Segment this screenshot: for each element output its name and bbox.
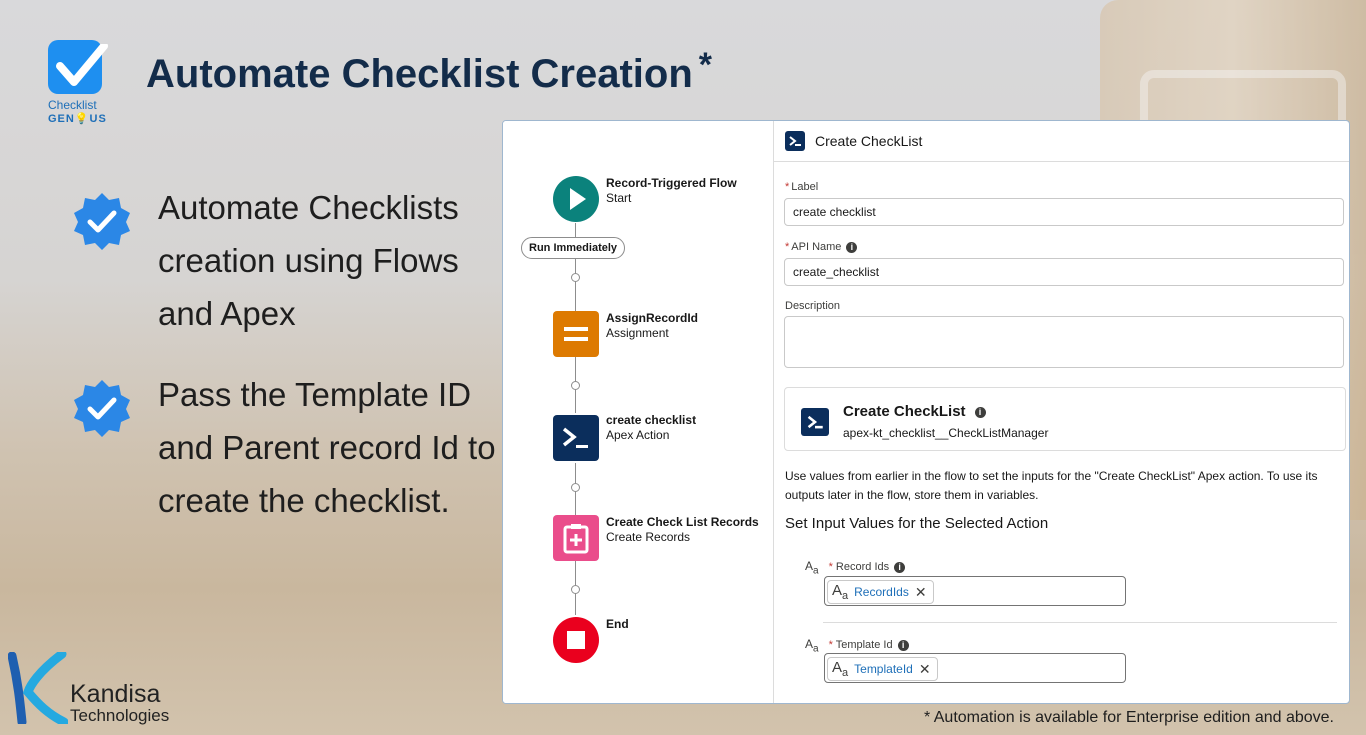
help-text: Use values from earlier in the flow to set the inputs for the "Create CheckList" Apex action. To use its outputs later in the flow, store them in variables. — [785, 469, 1318, 502]
kandisa-logo — [8, 652, 170, 729]
action-card-title: Create CheckList i — [843, 403, 986, 420]
footnote: * Automation is available for Enterprise edition and above. — [923, 709, 1334, 726]
apex-action-node-icon[interactable] — [553, 415, 599, 461]
slide-title: Automate Checklist Creation * — [146, 46, 713, 96]
label-field-label: * Label — [785, 181, 819, 193]
info-icon: i — [846, 242, 857, 253]
selected-action-card[interactable] — [784, 387, 1346, 451]
assignment-node-label: AssignRecordId Assignment — [606, 311, 699, 340]
bullet-text-1: Automate Checklists creation using Flows and Apex — [158, 189, 459, 332]
apex-node-label: create checklist Apex Action — [606, 413, 697, 442]
checklist-genius-logo — [48, 40, 120, 125]
record-ids-input[interactable] — [824, 576, 1126, 606]
verified-badge-icon — [72, 191, 132, 251]
flow-builder-panel — [502, 120, 1350, 704]
connector-dot — [571, 483, 580, 492]
label-input[interactable]: create checklist — [784, 198, 1344, 226]
text-type-icon: $A_a$ — [832, 659, 849, 679]
props-header-title: Create CheckList — [815, 133, 923, 149]
connector-line — [575, 223, 576, 237]
api-name-field-label: * API Name i — [785, 241, 857, 253]
connector-dot — [571, 273, 580, 282]
action-card-subtitle: apex-kt_checklist__CheckListManager — [843, 426, 1049, 440]
create-records-node-icon[interactable] — [553, 515, 599, 561]
company-sub: Technologies — [70, 706, 170, 725]
title-asterisk: * — [698, 46, 713, 84]
text-type-icon: $A_a$ — [832, 582, 849, 602]
verified-badge-icon — [72, 378, 132, 438]
section-title: Set Input Values for the Selected Action — [785, 515, 1049, 532]
description-textarea[interactable] — [784, 316, 1344, 368]
api-name-input[interactable]: create_checklist — [784, 258, 1344, 286]
bullet-text-2: Pass the Template ID and Parent record Id to create the checklist. — [158, 376, 496, 519]
start-node-icon[interactable] — [553, 176, 599, 222]
template-id-chip[interactable]: $A_a$ TemplateId ✕ — [827, 657, 938, 681]
flow-canvas[interactable] — [503, 121, 774, 703]
start-node-label: Record-Triggered Flow Start — [606, 176, 737, 205]
logo-line2: GEN💡US — [48, 113, 107, 125]
company-name: Kandisa — [70, 680, 161, 708]
run-immediately-pill[interactable]: Run Immediately — [521, 237, 625, 259]
info-icon: i — [975, 407, 986, 418]
connector-dot — [571, 381, 580, 390]
logo-line1: Checklist — [48, 98, 97, 112]
info-icon: i — [894, 562, 905, 573]
end-node-icon[interactable] — [553, 617, 599, 663]
param-label-record-ids: $A_a$ * Record Ids i — [805, 559, 905, 576]
param-label-template-id: $A_a$ * Template Id i — [805, 637, 909, 654]
assignment-node-icon[interactable] — [553, 311, 599, 357]
template-id-input[interactable] — [824, 653, 1126, 683]
create-records-node-label: Create Check List Records Create Records — [606, 515, 759, 544]
description-field-label: Description — [785, 300, 841, 312]
info-icon: i — [898, 640, 909, 651]
remove-chip-icon[interactable]: ✕ — [914, 583, 927, 600]
remove-chip-icon[interactable]: ✕ — [918, 660, 931, 677]
record-ids-chip[interactable]: $A_a$ RecordIds ✕ — [827, 580, 934, 604]
kandisa-k-icon — [8, 652, 68, 724]
checkmark-icon — [48, 40, 102, 94]
props-header — [773, 121, 1349, 162]
apex-action-icon — [785, 131, 805, 151]
properties-panel — [773, 121, 1349, 703]
divider — [823, 622, 1337, 623]
connector-dot — [571, 585, 580, 594]
apex-action-icon — [801, 408, 829, 436]
connector-line — [575, 259, 576, 311]
end-node-label: End — [606, 617, 629, 631]
